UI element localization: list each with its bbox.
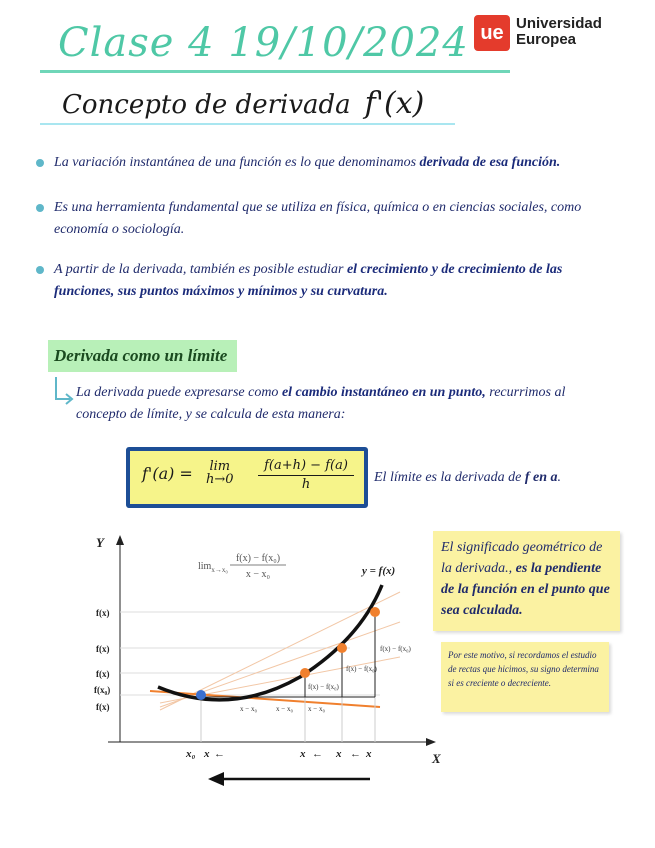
- note-geometric: El significado geométrico de la derivada., es la pendiente de la función en el punto que sea calculada.: [433, 531, 620, 631]
- logo-icon: ue: [474, 15, 510, 51]
- hook-arrow-icon: [52, 375, 76, 407]
- secant-line: [160, 657, 400, 703]
- point-x: [337, 643, 347, 653]
- y-axis-arrow-icon: [116, 535, 124, 545]
- x-tick-label: x: [204, 748, 210, 760]
- point-x0: [196, 690, 206, 700]
- bullet-dot-icon: [36, 159, 44, 167]
- section-intro: La derivada puede expresarse como el cambio instantáneo en un punto, recurrimos al concepto de límite, y se calcula de esta manera:: [76, 385, 566, 422]
- bullet-item: [36, 197, 596, 241]
- bullet-text: Es una herramienta fundamental que se utiliza en física, química o en ciencias sociales, como economía o sociología.: [54, 200, 582, 237]
- approach-arrow-icon: [208, 772, 224, 786]
- limit-denominator: x − x₀: [245, 569, 271, 580]
- secant-line: [160, 592, 400, 710]
- bullet-item: [36, 259, 596, 303]
- note-secondary: Por este motivo, si recordamos el estudio de rectas que hicimos, su signo determina si es creciente o decreciente.: [441, 642, 609, 712]
- y-tick-label: f(x₀): [94, 685, 111, 695]
- bullet-item: [36, 152, 596, 174]
- y-tick-label: f(x): [96, 669, 110, 679]
- formula-numerator: f(a+h) − f(a): [264, 458, 348, 473]
- x-axis-arrow-icon: [426, 738, 436, 746]
- y-tick-label: f(x): [96, 702, 110, 712]
- subtitle-text: Concepto de derivada: [62, 90, 351, 120]
- x-tick-label: x₀: [186, 748, 196, 760]
- diff-label: f(x) − f(x₀): [346, 665, 377, 673]
- dx-label: x − x₀: [308, 705, 325, 713]
- formula-fraction: [258, 459, 354, 492]
- x-tick-label: x: [336, 748, 342, 760]
- formula-denominator: h: [301, 477, 311, 492]
- subtitle-underline: [40, 123, 455, 125]
- derivative-graph: [80, 527, 460, 797]
- bullet-dot-icon: [36, 204, 44, 212]
- formula-caption: El límite es la derivada de f en a.: [374, 470, 562, 485]
- function-curve: [158, 585, 382, 700]
- arrow-left-icon: ←: [350, 748, 361, 760]
- x-tick-label: x: [300, 748, 306, 760]
- point-x: [300, 668, 310, 678]
- arrow-left-icon: ←: [312, 748, 323, 760]
- section-heading: Derivada como un límite: [48, 340, 237, 372]
- diff-label: f(x) − f(x₀): [308, 683, 339, 691]
- dx-label: x − x₀: [240, 705, 257, 713]
- limit-numerator: f(x) − f(x₀): [235, 553, 281, 564]
- arrow-left-icon: ←: [214, 748, 225, 760]
- page-subtitle: [62, 86, 424, 121]
- y-axis-label: Y: [96, 535, 104, 550]
- y-tick-label: f(x): [96, 644, 110, 654]
- x-axis-label: X: [432, 751, 441, 766]
- bullet-text: A partir de la derivada, también es posible estudiar el crecimiento y de crecimiento de las funciones, sus puntos máximos y mínimos y su curvatura.: [54, 262, 563, 299]
- bullet-dot-icon: [36, 266, 44, 274]
- title-underline: [40, 70, 510, 73]
- x-tick-label: x: [366, 748, 372, 760]
- subtitle-symbol: f'(x): [364, 86, 425, 121]
- y-tick-label: f(x): [96, 608, 110, 618]
- formula-limit: lim h→0: [206, 459, 234, 487]
- diff-label: f(x) − f(x₀): [380, 645, 411, 653]
- bullet-text: La variación instantánea de una función es lo que denominamos derivada de esa función.: [54, 155, 561, 170]
- curve-label: y = f(x): [362, 565, 396, 577]
- derivative-formula: [126, 447, 368, 508]
- formula-lhs: f'(a) =: [142, 464, 193, 483]
- logo-name: Universidad Europea: [516, 15, 602, 48]
- university-logo: [474, 15, 624, 55]
- page-title: Clase 4 19/10/2024: [58, 20, 469, 66]
- point-x: [370, 607, 380, 617]
- dx-label: x − x₀: [276, 705, 293, 713]
- limit-expression: $\lim_{x\to x_0}$: [198, 561, 228, 574]
